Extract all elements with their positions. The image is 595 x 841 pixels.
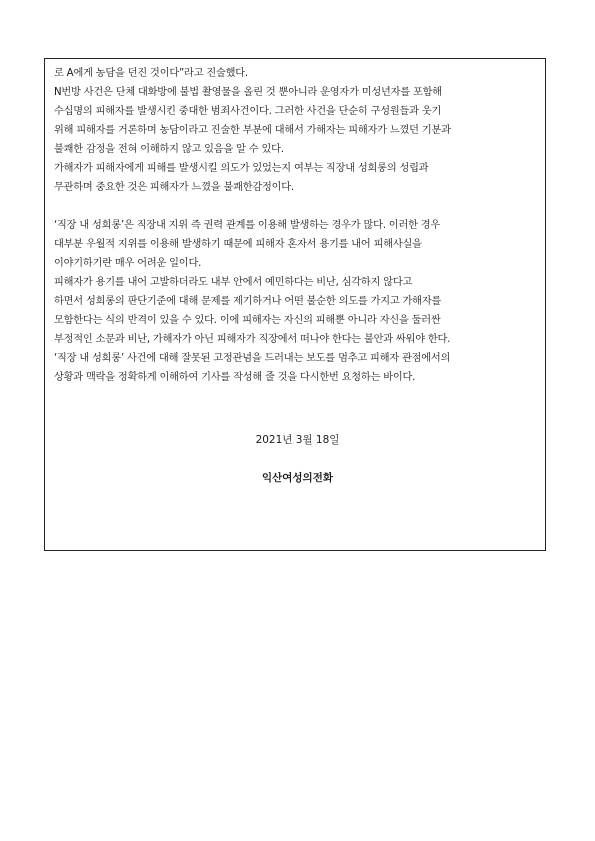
text-line: 로 A에게 농담을 던진 것이다”라고 진술했다. [54, 68, 248, 79]
text-line: ‘직장 내 성희롱’은 직장내 지위 즉 권력 관계를 이용해 발생하는 경우가 많다. 이러한 경우 [54, 220, 441, 231]
text-line: 상황과 맥락을 정확하게 이해하여 기사를 작성해 줄 것을 다시한번 요청하는 바이다. [54, 372, 416, 383]
text-line: 불쾌한 감정을 전혀 이해하지 않고 있음을 알 수 있다. [54, 144, 284, 155]
text-line: 모함한다는 식의 반격이 있을 수 있다. 이에 피해자는 자신의 피해뿐 아니라 자신을 둘러싼 [54, 315, 441, 326]
text-line: 가해자가 피해자에게 피해를 발생시킬 의도가 있었는지 여부는 직장내 성희롱의 성립과 [54, 163, 429, 174]
text-line: ‘직장 내 성희롱’ 사건에 대해 잘못된 고정관념을 드러내는 보도를 멈추고 피해자 관점에서의 [54, 353, 451, 364]
document-date: 2021년 3월 18일 [255, 434, 340, 446]
text-line: 대부분 우월적 지위를 이용해 발생하기 때문에 피해자 혼자서 용기를 내어 피해사실을 [54, 239, 422, 250]
text-line: 위해 피해자를 거론하며 농담이라고 진술한 부분에 대해서 가해자는 피해자가 느꼈던 기분과 [54, 125, 451, 136]
text-line: 이야기하기란 매우 어려운 일이다. [54, 258, 202, 269]
organization-signature: 익산여성의전화 [261, 472, 333, 484]
paragraph-2 [54, 216, 544, 387]
text-line: 피해자가 용기를 내어 고발하더라도 내부 안에서 예민하다는 비난, 심각하지 않다고 [54, 277, 413, 288]
text-line: 부정적인 소문과 비난, 가해자가 아닌 피해자가 직장에서 떠나야 한다는 불안과 싸워야 한다. [54, 334, 451, 345]
paragraph-1 [54, 64, 544, 197]
text-line: 하면서 성희롱의 판단기준에 대해 문제를 제기하거나 어떤 불순한 의도를 가지고 가해자를 [54, 296, 442, 307]
text-line: 무관하며 중요한 것은 피해자가 느꼈을 불쾌한감정이다. [54, 182, 294, 193]
text-line: 수십명의 피해자를 발생시킨 중대한 범죄사건이다. 그러한 사건을 단순히 구성원들과 웃기 [54, 106, 442, 117]
text-line: N번방 사건은 단체 대화방에 불법 촬영물을 올린 것 뿐아니라 운영자가 미성년자를 포함해 [54, 87, 442, 98]
